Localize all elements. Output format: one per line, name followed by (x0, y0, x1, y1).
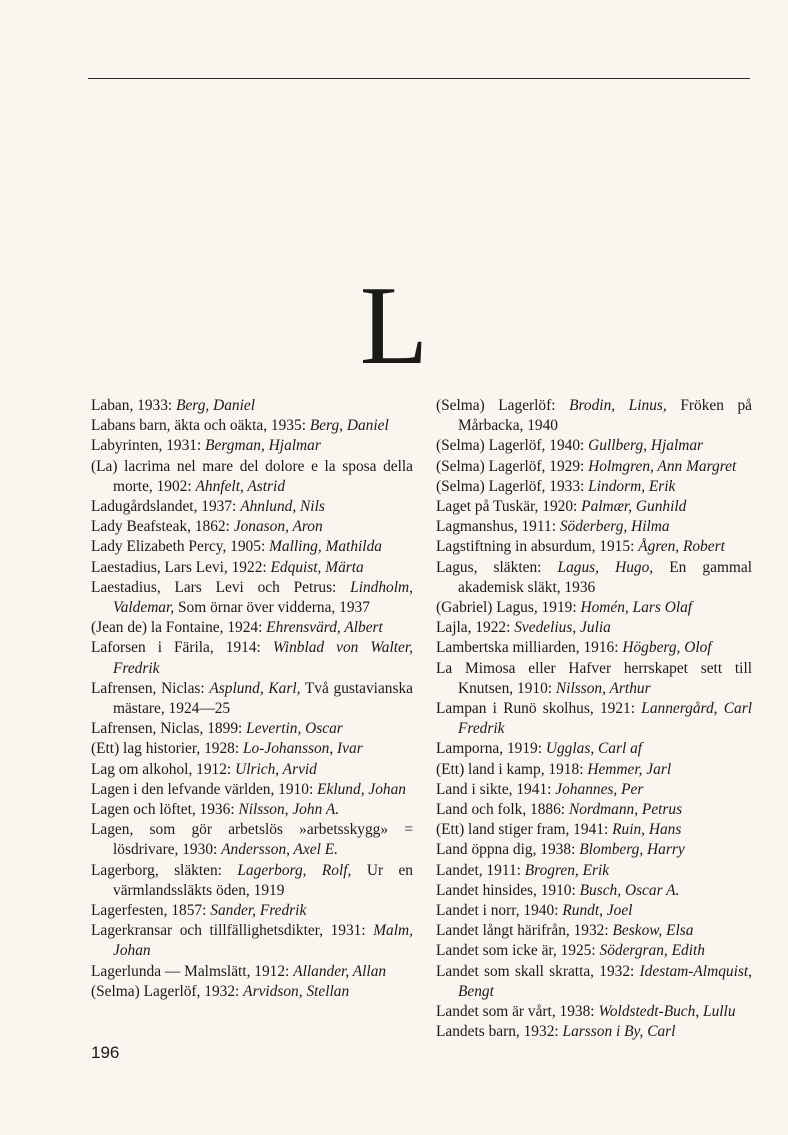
entry-title: Lady Beafsteak, 1862: (91, 518, 230, 536)
index-entry (91, 457, 413, 497)
index-entry (436, 517, 752, 537)
entry-title: Landet som skall skratta, 1932: (436, 962, 635, 980)
entry-author: Ehrensvärd, Albert (266, 619, 383, 637)
index-entry (436, 1022, 752, 1042)
index-entry (436, 477, 752, 497)
entry-author: Lannergård, Carl Fredrik (458, 700, 752, 738)
index-entry (436, 921, 752, 941)
section-letter: L (359, 264, 429, 388)
entry-author: Lindorm, Erik (588, 477, 676, 495)
top-rule (88, 78, 750, 79)
entry-subtitle: Fröken på Mårbacka, 1940 (458, 397, 752, 435)
index-entry (91, 800, 413, 820)
index-entry (436, 820, 752, 840)
entry-title: Lag om alkohol, 1912: (91, 760, 232, 778)
index-entry (436, 618, 752, 638)
index-entry (436, 537, 752, 557)
entry-title: Landet hinsides, 1910: (436, 881, 576, 899)
index-entry (436, 436, 752, 456)
entry-author: Hemmer, Jarl (587, 760, 672, 778)
index-entry (436, 861, 752, 881)
entry-author: Edquist, Märta (270, 558, 364, 576)
entry-title: Labyrinten, 1931: (91, 437, 202, 455)
index-entry (436, 638, 752, 658)
entry-title: Lagerfesten, 1857: (91, 902, 207, 920)
entry-author: Blomberg, Harry (579, 841, 685, 859)
index-entry (436, 739, 752, 759)
entry-title: Lampan i Runö skolhus, 1921: (436, 700, 635, 718)
entry-title: (Ett) lag historier, 1928: (91, 740, 240, 758)
index-entry (91, 497, 413, 517)
index-entry (436, 962, 752, 1002)
entry-title: Lafrensen, Niclas: (91, 679, 205, 697)
entry-author: Andersson, Axel E. (221, 841, 338, 859)
index-entry (91, 638, 413, 678)
entry-title: (Selma) Lagerlöf, 1933: (436, 477, 585, 495)
index-entry (436, 1002, 752, 1022)
index-entry (91, 820, 413, 860)
entry-author: Södergran, Edith (599, 942, 705, 960)
right-column (436, 396, 752, 1043)
index-entry (436, 396, 752, 436)
entry-title: Lajla, 1922: (436, 619, 511, 637)
entry-author: Ruin, Hans (612, 821, 682, 839)
index-entry (91, 618, 413, 638)
entry-author: Jonason, Aron (233, 518, 323, 536)
index-entry (436, 881, 752, 901)
page-number: 196 (91, 1043, 120, 1062)
entry-author: Levertin, Oscar (246, 720, 343, 738)
entry-title: Laforsen i Färila, 1914: (91, 639, 261, 657)
entry-title: Landet som är vårt, 1938: (436, 1003, 595, 1021)
entry-title: Land i sikte, 1941: (436, 780, 552, 798)
entry-subtitle: Som örnar över vidderna, 1937 (178, 599, 370, 617)
entry-subtitle: Två gustavianska mästare, 1924—25 (113, 679, 413, 718)
entry-author: Söderberg, Hilma (559, 518, 670, 536)
entry-title: Land och folk, 1886: (436, 801, 566, 819)
entry-author: Eklund, Johan (317, 780, 406, 798)
index-entry (91, 982, 413, 1002)
index-entry (91, 517, 413, 537)
entry-author: Homén, Lars Olaf (580, 599, 693, 617)
entry-author: Arvidson, Stellan (243, 982, 350, 1000)
index-entry (91, 416, 413, 436)
left-column (91, 396, 413, 1002)
index-entry (436, 659, 752, 699)
entry-author: Ahnlund, Nils (240, 498, 325, 516)
entry-title: Landet i norr, 1940: (436, 902, 559, 920)
entry-author: Lagerborg, Rolf, (237, 861, 352, 879)
index-entry (91, 921, 413, 961)
entry-title: Lamporna, 1919: (436, 740, 542, 758)
entry-subtitle: En gammal akademisk släkt, 1936 (458, 558, 752, 596)
entry-title: Lady Elizabeth Percy, 1905: (91, 538, 266, 556)
entry-author: Nilsson, Arthur (555, 679, 651, 697)
entry-author: Woldstedt-Buch, Lullu (598, 1003, 736, 1021)
entry-title: (La) lacrima nel mare del dolore e la sposa della morte, 1902: (91, 457, 413, 495)
entry-author: Ugglas, Carl af (545, 740, 643, 758)
entry-author: Lo-Johansson, Ivar (243, 740, 363, 758)
index-entry (91, 679, 413, 719)
entry-title: Lagerborg, släkten: (91, 861, 222, 879)
entry-author: Johannes, Per (555, 780, 644, 798)
index-entry (91, 861, 413, 901)
entry-title: (Selma) Lagerlöf, 1940: (436, 437, 585, 455)
index-entry (436, 457, 752, 477)
index-entry (91, 780, 413, 800)
index-entry (436, 598, 752, 618)
index-entry (91, 760, 413, 780)
entry-author: Winblad von Walter, Fredrik (113, 639, 413, 677)
entry-author: Rundt, Joel (562, 902, 633, 920)
index-entry (436, 558, 752, 598)
entry-title: Land öppna dig, 1938: (436, 841, 576, 859)
index-entry (91, 537, 413, 557)
entry-title: Lafrensen, Niclas, 1899: (91, 720, 243, 738)
entry-title: Ladugårdslandet, 1937: (91, 498, 237, 516)
entry-author: Lindholm, Valdemar, (113, 578, 413, 617)
entry-author: Lagus, Hugo, (557, 558, 654, 576)
entry-author: Svedelius, Julia (514, 619, 611, 637)
index-entry (436, 780, 752, 800)
entry-title: Lagen och löftet, 1936: (91, 801, 235, 819)
entry-author: Larsson i By, Carl (562, 1023, 676, 1041)
entry-title: Lagen i den lefvande världen, 1910: (91, 780, 314, 798)
entry-title: (Jean de) la Fontaine, 1924: (91, 619, 263, 637)
entry-author: Palmær, Gunhild (581, 498, 687, 516)
index-entry (436, 941, 752, 961)
entry-title: Lagerkransar och tillfällighetsdikter, 1931: (91, 922, 366, 940)
index-entry (436, 497, 752, 517)
entry-author: Berg, Daniel (176, 397, 256, 414)
index-entry (436, 901, 752, 921)
entry-author: Beskow, Elsa (612, 922, 694, 940)
index-entry (91, 739, 413, 759)
entry-author: Sander, Fredrik (210, 902, 307, 920)
entry-author: Idestam-Almquist, Bengt (458, 962, 752, 1000)
entry-author: Malm, Johan (113, 922, 413, 960)
entry-title: (Ett) land stiger fram, 1941: (436, 821, 609, 839)
entry-title: Labans barn, äkta och oäkta, 1935: (91, 417, 306, 435)
entry-author: Gullberg, Hjalmar (588, 437, 704, 455)
index-entry (436, 840, 752, 860)
entry-title: (Selma) Lagerlöf: (436, 397, 556, 414)
entry-title: Laestadius, Lars Levi, 1922: (91, 558, 267, 576)
entry-title: Lagus, släkten: (436, 558, 542, 576)
index-entry (91, 558, 413, 578)
entry-title: (Selma) Lagerlöf, 1932: (91, 982, 240, 1000)
entry-author: Brogren, Erik (524, 861, 610, 879)
index-entry (91, 578, 413, 618)
index-entry (91, 901, 413, 921)
entry-author: Berg, Daniel (309, 417, 389, 435)
index-entry (91, 962, 413, 982)
entry-title: (Selma) Lagerlöf, 1929: (436, 457, 585, 475)
entry-author: Bergman, Hjalmar (205, 437, 321, 455)
index-entry (91, 719, 413, 739)
index-entry (91, 436, 413, 456)
entry-author: Ulrich, Arvid (235, 760, 317, 778)
entry-author: Asplund, Karl, (209, 679, 301, 697)
entry-author: Ågren, Robert (638, 538, 725, 556)
entry-author: Holmgren, Ann Margret (588, 457, 737, 475)
entry-title: Landet, 1911: (436, 861, 521, 879)
entry-author: Allander, Allan (293, 962, 387, 980)
entry-title: Lagmanshus, 1911: (436, 518, 556, 536)
index-entry (436, 699, 752, 739)
entry-title: Lambertska milliarden, 1916: (436, 639, 619, 657)
entry-title: Landets barn, 1932: (436, 1023, 559, 1041)
entry-title: (Ett) land i kamp, 1918: (436, 760, 584, 778)
entry-title: Lagstiftning in absurdum, 1915: (436, 538, 635, 556)
index-entry (436, 800, 752, 820)
entry-title: La Mimosa eller Hafver herrskapet sett till Knutsen, 1910: (436, 659, 752, 697)
entry-title: Landet långt härifrån, 1932: (436, 922, 609, 940)
entry-subtitle: Ur en värmlandssläkts öden, 1919 (113, 861, 414, 899)
entry-title: Lagen, som gör arbetslös »arbetsskygg» = lösdrivare, 1930: (91, 821, 413, 859)
entry-title: Laestadius, Lars Levi och Petrus: (91, 578, 337, 596)
entry-author: Ahnfelt, Astrid (195, 477, 286, 495)
index-entry (436, 760, 752, 780)
entry-title: Landet som icke är, 1925: (436, 942, 596, 960)
entry-author: Brodin, Linus, (569, 397, 667, 414)
entry-author: Nordmann, Petrus (568, 801, 683, 819)
index-entry (91, 396, 413, 416)
entry-author: Malling, Mathilda (269, 538, 382, 556)
entry-title: Lagerlunda — Malmslätt, 1912: (91, 962, 290, 980)
entry-author: Nilsson, John A. (238, 801, 340, 819)
entry-title: Laget på Tuskär, 1920: (436, 498, 578, 516)
entry-title: Laban, 1933: (91, 397, 173, 414)
entry-author: Busch, Oscar A. (579, 881, 680, 899)
entry-title: (Gabriel) Lagus, 1919: (436, 599, 577, 617)
entry-author: Högberg, Olof (622, 639, 712, 657)
